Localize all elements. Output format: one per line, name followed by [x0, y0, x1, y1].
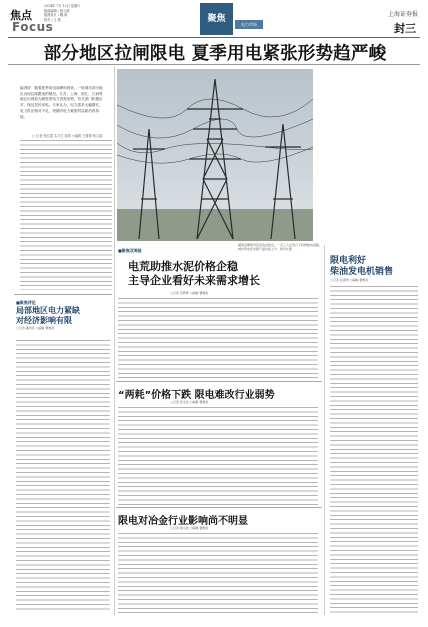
section-title-en: Focus — [12, 20, 54, 34]
two-high-title: “两耗”价格下跌 限电难改行业弱势 — [118, 390, 275, 401]
cement-section-tag: ■聚焦双周报 — [118, 248, 142, 253]
issue-info — [44, 4, 80, 22]
policy-title-1: 局部地区电力紧缺 — [16, 306, 80, 315]
power-tower-photo — [117, 69, 313, 241]
photo-caption: 湖南省衡阳市某变电站附近，一名工人在烈日下检修输电线路，城市用电需求随气温持续上升。新华社图 — [238, 243, 323, 251]
metallurgy-body — [118, 533, 318, 615]
section-rule-2 — [116, 507, 322, 508]
cement-title — [128, 260, 260, 288]
cement-body — [118, 298, 318, 378]
transmission-tower-image — [117, 69, 313, 241]
two-high-body — [118, 407, 318, 505]
cement-article — [118, 248, 142, 254]
policy-title-2: 对经济影响有限 — [16, 316, 72, 325]
section-rule-1 — [116, 381, 322, 382]
column-divider-right — [324, 245, 325, 615]
two-high-byline: □记者 吴文良 ○编辑 曹维政 — [170, 400, 209, 404]
metallurgy-byline: □记者 徐小波 ○编辑 曹维政 — [170, 526, 209, 530]
policy-body — [16, 340, 110, 612]
policy-section-tag: ■聚焦评论 — [16, 300, 36, 305]
page-number: 封三 — [394, 22, 416, 35]
cement-title-line1: 电荒助推水泥价格企稳 — [128, 260, 238, 273]
side-article — [330, 256, 418, 616]
proofreader-line: 校对 / 王 燕 — [44, 17, 61, 22]
cement-title-line2: 主导企业看好未来需求增长 — [128, 274, 260, 287]
policy-byline: □记者 潘再亮 ○编辑 曹维政 — [16, 326, 55, 330]
designer-line: 版面设计 / 魏 涛 — [44, 13, 68, 17]
metallurgy-title: 限电对冶金行业影响尚不明显 — [118, 516, 248, 527]
policy-article — [16, 300, 80, 330]
main-headline: 部分地区拉闸限电 夏季用电紧张形势趋严峻 — [43, 44, 387, 64]
masthead-rule — [8, 37, 420, 38]
paper-name: 上海证券报 — [387, 11, 418, 18]
lead-article-body — [20, 140, 112, 290]
headline-rule — [8, 64, 420, 65]
column-divider-left — [114, 66, 115, 616]
side-article-title-2: 柴油发电机销售 — [330, 267, 394, 277]
section-label: 焦点 — [10, 9, 32, 22]
editor-note: 编者按：随着夏季用电高峰的到来，一批城市部分地区出现拉闸限电的情况。江苏、上海、浙江、江西等地区出现较为紧张的电力供需形势。有关部门积极应对，保证居民用电。专家认为，电力需求大幅增长，电力供应相对不足，短期内电力紧张的局面仍将持续。 — [20, 86, 103, 119]
editor-line: 版面编辑 / 杨文斌 — [44, 8, 70, 13]
focus-badge: 聚焦 — [200, 3, 233, 35]
issue-date: 2014年 7月 12日 星期六 — [44, 4, 81, 8]
side-article-title-1: 限电利好 — [330, 256, 367, 266]
side-article-body — [330, 286, 418, 616]
cement-byline: □记者 李辉辉 ○编辑 曹维政 — [170, 291, 209, 295]
topic-badge: 电力市场 — [235, 20, 263, 29]
lead-byline: □ 记者 张红霞 实习生 欧阳 ○编辑 王继德 杨文斌 — [32, 134, 103, 138]
side-article-byline: □记者 张素琴 ○编辑 曹维政 — [330, 278, 369, 282]
left-section-rule — [14, 294, 112, 295]
